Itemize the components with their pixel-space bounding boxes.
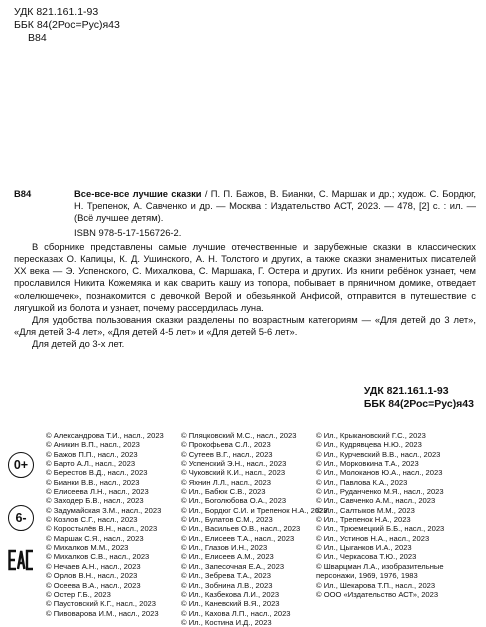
copyright-line: © Ил., Руданченко М.Я., насл., 2023 — [316, 487, 444, 497]
copyright-line: © Ил., Трепенок Н.А., 2023 — [316, 515, 411, 525]
record-author-mark: В84 — [14, 188, 32, 199]
copyright-line: © Пивоварова И.М., насл., 2023 — [46, 608, 159, 618]
copyright-line: © Ил., Кахова Л.П., насл., 2023 — [181, 608, 291, 618]
copyright-line: © Шварцман Л.А., изобразительные — [316, 561, 444, 571]
copyright-line: © Елисеева Л.Н., насл., 2023 — [46, 487, 149, 497]
copyright-line: © Ил., Бордюг С.И. и Трепенок Н.А., 2023 — [181, 505, 328, 515]
eac-mark-icon — [8, 549, 34, 571]
book-imprint: / П. П. Бажов, В. Бианки, С. Маршак и др.; худож. С. Бордюг, Н. Трепенок, А. Савченко и др. — Москва : Издательство АСТ, 2023. — 478, [2] с. : ил. — (Всё лучшее детям). — [74, 188, 476, 224]
annotation-paragraph: Для удобства пользования сказки разделены по возрастным категориям — «Для детей до 3 лет», «Для детей 3-4 лет», «Для детей 4-5 лет» и «Для детей 5-6 лет». — [14, 314, 476, 338]
copyright-line: © Козлов С.Г., насл., 2023 — [46, 515, 138, 525]
copyright-line: © Маршак С.Я., насл., 2023 — [46, 533, 144, 543]
age-rating-6-badge: 6- — [8, 505, 34, 531]
copyright-line: © ООО «Издательство АСТ», 2023 — [316, 589, 439, 599]
copyright-line: © Ил., Елисеев А.М., 2023 — [181, 552, 274, 562]
credits-column — [181, 431, 328, 627]
copyright-line: © Ил., Курчевский В.В., насл., 2023 — [316, 449, 441, 459]
credits-column — [316, 431, 444, 599]
copyright-line: © Ил., Елисеев Т.А., насл., 2023 — [181, 533, 295, 543]
copyright-line: © Нечаев А.Н., насл., 2023 — [46, 561, 141, 571]
bbk-code: ББК 84(2Рос=Рус)я43 — [363, 398, 474, 410]
copyright-line: © Барто А.Л., насл., 2023 — [46, 459, 136, 469]
copyright-line: © Ил., Бабюк С.В., 2023 — [181, 487, 266, 497]
copyright-line: © Прокофьева С.Л., 2023 — [181, 440, 271, 450]
copyright-line: © Ил., Казбекова Л.И., 2023 — [181, 589, 280, 599]
copyright-line: персонажи, 1969, 1976, 1983 — [316, 571, 418, 581]
copyright-line: © Ил., Запесочная Е.А., 2023 — [181, 561, 285, 571]
copyright-line: © Александрова Т.И., насл., 2023 — [46, 431, 164, 440]
catalog-record — [14, 188, 476, 351]
copyright-line: © Осеева В.А., насл., 2023 — [46, 580, 141, 590]
copyright-line: © Сутеев В.Г., насл., 2023 — [181, 449, 273, 459]
copyright-line: © Пляцковский М.С., насл., 2023 — [181, 431, 297, 440]
copyright-line: © Михалков М.М., 2023 — [46, 543, 129, 553]
copyright-line: © Ил., Павлова К.А., 2023 — [316, 477, 408, 487]
copyright-line: © Остер Г.Б., 2023 — [46, 589, 111, 599]
copyright-line: © Заходер Б.В., насл., 2023 — [46, 496, 144, 506]
copyright-line: © Ил., Костина И.Д., 2023 — [181, 617, 272, 627]
copyright-line: © Ил., Крыкановский Г.С., 2023 — [316, 431, 426, 440]
copyright-line: © Ил., Морковкина Т.А., 2023 — [316, 459, 419, 469]
copyright-line: © Аникин В.П., насл., 2023 — [46, 440, 140, 450]
credits-column — [46, 431, 164, 618]
copyright-line: © Ил., Молоканов Ю.А., насл., 2023 — [316, 468, 443, 478]
author-mark: В84 — [28, 32, 47, 44]
copyright-line: © Ил., Васильев О.В., насл., 2023 — [181, 524, 301, 534]
udk-code: УДК 821.161.1-93 — [363, 385, 449, 397]
udk-code: УДК 821.161.1-93 — [14, 6, 99, 18]
copyright-line: © Ил., Зебрева Т.А., 2023 — [181, 571, 271, 581]
copyright-line: © Ил., Савченко А.М., насл., 2023 — [316, 496, 436, 506]
bibliographic-entry — [14, 188, 476, 225]
classification-codes — [364, 385, 474, 411]
copyright-line: © Ил., Черкасова Т.Ю., 2023 — [316, 552, 417, 562]
copyright-line: © Ил., Трюемецкий Б.Б., насл., 2023 — [316, 524, 445, 534]
age-rating-0-badge: 0+ — [8, 452, 34, 478]
copyright-line: © Бажов П.П., насл., 2023 — [46, 449, 138, 459]
copyright-line: © Ил., Шекарова Т.П., насл., 2023 — [316, 580, 436, 590]
audience-note: Для детей до 3-х лет. — [32, 338, 125, 350]
catalog-header — [14, 6, 120, 45]
copyright-line: © Ил., Цыганков И.А., 2023 — [316, 543, 412, 553]
copyright-line: © Михалков С.В., насл., 2023 — [46, 552, 150, 562]
copyright-line: © Задумайская З.М., насл., 2023 — [46, 505, 162, 515]
copyright-line: © Коростылёв В.Н., насл., 2023 — [46, 524, 158, 534]
copyright-line: © Ил., Устинов Н.А., насл., 2023 — [316, 533, 430, 543]
copyright-line: © Бианки В.В., насл., 2023 — [46, 477, 140, 487]
book-title: Все-все-все лучшие сказки — [74, 188, 202, 199]
copyright-line: © Паустовский К.Г., насл., 2023 — [46, 599, 157, 609]
copyright-line: © Успенский Э.Н., насл., 2023 — [181, 459, 287, 469]
annotation-paragraph: В сборнике представлены самые лучшие отечественные и зарубежные сказки в классических пересказах О. Капицы, К. Д. Ушинского, А. Н. Толстого и других, а также сказки знаменитых писателей XX века — Э. Успенского, С. Михалкова, С. Маршака, Г. Остера и других. Из книги ребёнок узнает, чем прославился Никита Кожемяка и как сварить кашу из топора, побывает в пряничном домике, отведает «олелюшечек», познакомится с девочкой Верой и обезьянкой Анфисой, отправится в путешествие с лягушкой из болота и узнает, почему рассердилась луна. — [14, 240, 476, 313]
copyright-line: © Ил., Булатов С.М., 2023 — [181, 515, 273, 525]
copyright-line: © Ил., Зобнина Л.В., 2023 — [181, 580, 273, 590]
copyright-line: © Берестов В.Д., насл., 2023 — [46, 468, 148, 478]
copyright-line: © Ил., Салтыков М.М., 2023 — [316, 505, 415, 515]
copyright-line: © Яхнин Л.Л., насл., 2023 — [181, 477, 271, 487]
copyright-line: © Орлов В.Н., насл., 2023 — [46, 571, 138, 581]
isbn: ISBN 978-5-17-156726-2. — [74, 226, 182, 238]
copyright-credits — [46, 431, 484, 627]
copyright-line: © Ил., Кудрявцева Н.Ю., 2023 — [316, 440, 422, 450]
copyright-line: © Чуковский К.И., насл., 2023 — [181, 468, 286, 478]
bbk-code: ББК 84(2Рос=Рус)я43 — [14, 19, 120, 31]
copyright-line: © Ил., Глазов И.Н., 2023 — [181, 543, 268, 553]
copyright-line: © Ил., Каневский В.Я., 2023 — [181, 599, 280, 609]
record-description — [74, 188, 476, 225]
copyright-line: © Ил., Боголюбова О.А., 2023 — [181, 496, 287, 506]
